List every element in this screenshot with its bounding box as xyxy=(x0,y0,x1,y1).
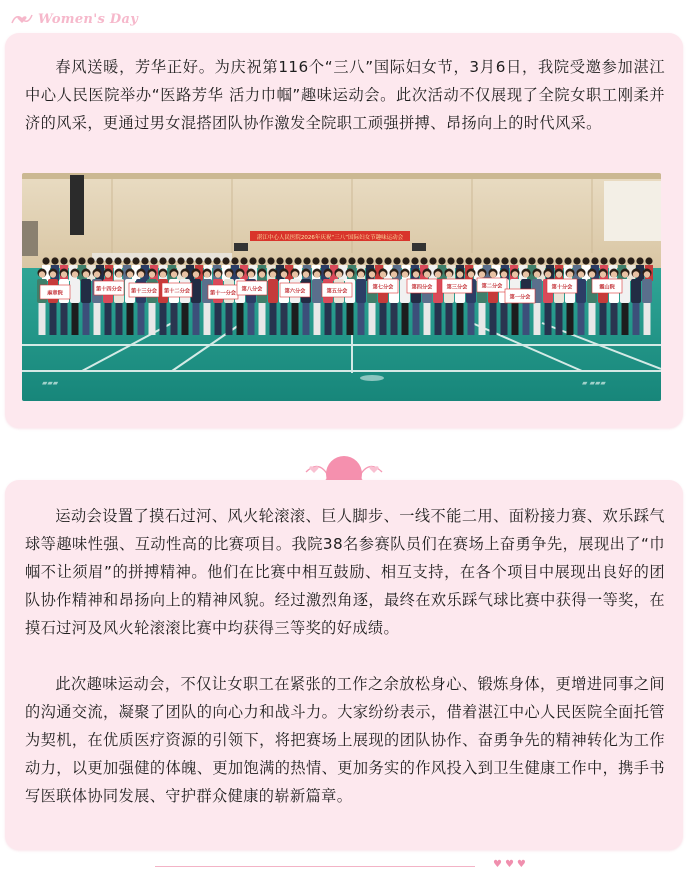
team-sign xyxy=(505,289,535,303)
team-sign-label: 第五分会 xyxy=(326,288,348,295)
team-sign xyxy=(208,285,238,299)
team-sign xyxy=(40,285,70,299)
team-sign xyxy=(129,283,159,297)
team-sign-label: 第一分会 xyxy=(509,294,531,301)
group-photo xyxy=(22,173,661,401)
header-title: Women's Day xyxy=(38,11,139,27)
team-sign-label: 麻章院 xyxy=(47,290,63,297)
team-sign-label: 霞山院 xyxy=(599,284,615,291)
team-sign xyxy=(547,279,577,293)
intro-paragraph: 春风送暖，芳华正好。为庆祝第116个“三八”国际妇女节，3月6日，我院受邀参加湛江中心人民医院举办“医路芳华 活力巾帼”趣味运动会。此次活动不仅展现了全院女职工刚柔并济的风采，更通过男女混搭团队协作激发全院职工顽强拼搏、昂扬向上的时代风采。 xyxy=(25,58,665,132)
team-sign-label: 第十二分会 xyxy=(164,288,190,295)
team-sign-label: 第七分会 xyxy=(372,284,394,291)
team-sign-label: 第二分会 xyxy=(481,283,503,290)
detail-paragraph-1: 运动会设置了摸石过河、风火轮滚滚、巨人脚步、一线不能二用、面粉接力赛、欢乐踩气球等趣味性强、互动性高的比赛项目。我院38名参赛队员们在赛场上奋勇争先，展现出了“巾帼不让须眉”的拼搏精神。他们在比赛中相互鼓励、相互支持，在各个项目中展现出良好的团队协作精神和昂扬向上的精神风貌。经过激烈角逐，最终在欢乐踩气球比赛中获得一等奖，在摸石过河及风火轮滚滚比赛中均获得三等奖的好成绩。 xyxy=(25,507,665,637)
team-sign-label: 第三分会 xyxy=(446,284,468,291)
footer-divider-line xyxy=(155,866,475,867)
heart-swirl-icon xyxy=(10,11,34,27)
team-sign-label: 第八分会 xyxy=(241,286,263,293)
detail-card xyxy=(5,480,683,850)
team-sign-label: 第六分会 xyxy=(284,288,306,295)
team-sign-label: 第十一分会 xyxy=(210,290,236,297)
svg-text:▰▰▰: ▰▰▰ xyxy=(42,379,59,387)
team-sign xyxy=(407,279,437,293)
team-sign xyxy=(322,283,352,297)
footer-hearts-icon: ♥♥♥ xyxy=(493,859,529,870)
team-sign xyxy=(237,281,267,295)
team-sign xyxy=(94,281,124,295)
team-sign xyxy=(592,279,622,293)
detail-paragraph-2: 此次趣味运动会，不仅让女职工在紧张的工作之余放松身心、锻炼身体，更增进同事之间的沟通交流，凝聚了团队的向心力和战斗力。大家纷纷表示，借着湛江中心人民医院全面托管为契机，在优质医疗资源的引领下，将把赛场上展现的团队协作、奋勇争先的精神转化为工作动力，以更加强健的体魄、更加饱满的热情、更加务实的作风投入到卫生健康工作中，携手书写医联体协同发展、守护群众健康的崭新篇章。 xyxy=(25,675,665,805)
team-sign xyxy=(162,283,192,297)
team-sign xyxy=(280,283,310,297)
team-sign-label: 第十四分会 xyxy=(96,286,122,293)
header-decoration xyxy=(10,8,138,30)
photo-banner-text: 湛江中心人民医院2026年庆祝“三八”国际妇女节趣味运动会 xyxy=(256,235,404,241)
team-sign-label: 第四分会 xyxy=(411,284,433,291)
team-sign xyxy=(368,279,398,293)
team-sign xyxy=(442,279,472,293)
team-sign-label: 第十三分会 xyxy=(131,288,157,295)
team-sign-label: 第十分会 xyxy=(551,284,573,291)
svg-text:▰ ▰▰▰: ▰ ▰▰▰ xyxy=(582,379,606,387)
team-sign xyxy=(477,278,507,292)
